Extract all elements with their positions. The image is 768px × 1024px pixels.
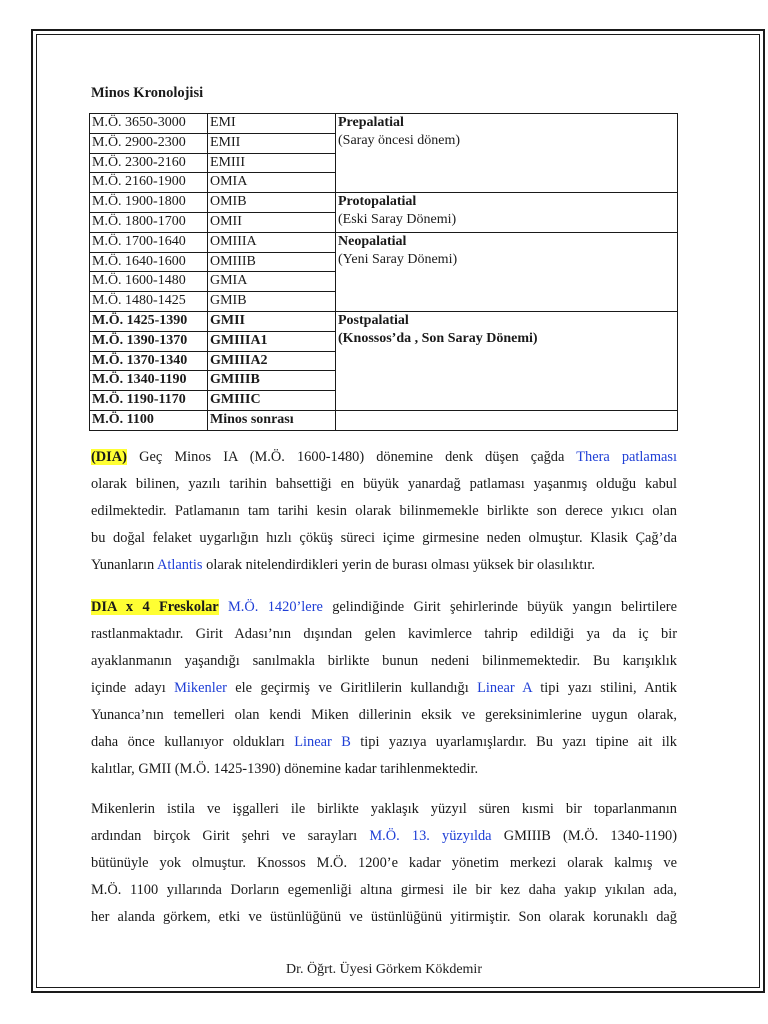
date-link[interactable]: M.Ö. 1420’lere (228, 599, 323, 615)
period-cell-postpalatial (336, 311, 678, 410)
code-cell: OMIB (208, 193, 336, 213)
code-cell: Minos sonrası (208, 410, 336, 430)
period-name: Neopalatial (338, 233, 407, 249)
code-cell: OMII (208, 212, 336, 232)
period-cell-prepalatial (336, 114, 678, 193)
text-line (91, 675, 677, 702)
date-cell: M.Ö. 1425-1390 (90, 311, 208, 331)
code-cell: GMIIIB (208, 371, 336, 391)
code-cell: OMIIIB (208, 252, 336, 272)
text-line: rastlanmaktadır. Girit Adası’nın dışından gelen kavimlerce tahrip edildiği ya da iç bir (91, 626, 677, 642)
table-row (90, 410, 678, 430)
text-run: GMIIIB (M.Ö. 1340-1190) (491, 828, 678, 844)
period-desc: (Saray öncesi dönem) (338, 133, 461, 148)
text-line: edilmektedir. Patlamanın tam tarihi kesin olarak bilinmemekle birlikte son derece yıkıcı olan (91, 503, 677, 519)
page-footer-author: Dr. Öğrt. Üyesi Görkem Kökdemir (286, 962, 482, 977)
period-name: Postpalatial (338, 312, 409, 328)
atlantis-link[interactable]: Atlantis (156, 557, 203, 573)
text-run: Geç Minos IA (M.Ö. 1600-1480) dönemine denk düşen çağda (126, 449, 577, 465)
date-cell: M.Ö. 2160-1900 (90, 173, 208, 193)
code-cell: OMIIIA (208, 232, 336, 252)
page-title: Minos Kronolojisi (91, 85, 204, 101)
date-cell: M.Ö. 1800-1700 (90, 212, 208, 232)
linear-a-link[interactable]: Linear A (477, 680, 532, 696)
text-line (91, 444, 677, 471)
text-run: gelindiğinde Girit şehirlerinde büyük yangın belirtilere (322, 599, 677, 615)
table-row (90, 114, 678, 134)
date-cell: M.Ö. 1190-1170 (90, 391, 208, 411)
text-line: Mikenlerin istila ve işgalleri ile birlikte yaklaşık yüzyıl süren kısmi bir toparlanmanın (91, 801, 677, 817)
period-desc: (Knossos’da , Son Saray Dönemi) (338, 330, 538, 346)
empty-period-cell (336, 410, 678, 430)
date-cell: M.Ö. 1370-1340 (90, 351, 208, 371)
mikenler-link[interactable]: Mikenler (174, 680, 227, 696)
code-cell: EMII (208, 133, 336, 153)
text-run: ele geçirmiş ve Giritlilerin kullandığı (226, 680, 478, 696)
text-line: Yunanca’nın temelleri olan kendi Miken dillerinin eksik ve gereksinimlerine uygun olarak, (91, 707, 677, 723)
text-run: tipi yazı stilini, Antik (531, 680, 678, 696)
paragraph-frescoes (91, 594, 677, 783)
date-cell: M.Ö. 1900-1800 (90, 193, 208, 213)
period-name: Prepalatial (338, 115, 404, 130)
code-cell: GMIA (208, 272, 336, 292)
date-cell: M.Ö. 1600-1480 (90, 272, 208, 292)
table-row (90, 193, 678, 213)
text-line: bütünüyle yok olmuştur. Knossos M.Ö. 1200’e kadar yönetim merkezi olarak kalmış ve (91, 855, 677, 871)
date-cell: M.Ö. 1390-1370 (90, 331, 208, 351)
date-cell: M.Ö. 1340-1190 (90, 371, 208, 391)
period-cell-protopalatial (336, 193, 678, 233)
code-cell: GMIIIC (208, 391, 336, 411)
code-cell: EMI (208, 114, 336, 134)
code-cell: GMIB (208, 292, 336, 312)
date-cell: M.Ö. 3650-3000 (90, 114, 208, 134)
code-cell: EMIII (208, 153, 336, 173)
frescoes-highlight: DIA x 4 Freskolar (91, 599, 219, 615)
date-cell: M.Ö. 1640-1600 (90, 252, 208, 272)
date-cell: M.Ö. 2300-2160 (90, 153, 208, 173)
text-run: daha önce kullanıyor oldukları (91, 734, 295, 750)
text-line: her alanda görkem, etki ve üstünlüğünü ve üstünlüğünü yitirmiştir. Son olarak korunaklı dağ (91, 909, 677, 925)
text-line (91, 594, 677, 621)
text-run: olarak nitelendirdikleri yerin de burası olması yüksek bir olasılıktır. (202, 557, 595, 573)
text-line (91, 823, 677, 850)
period-name: Protopalatial (338, 194, 417, 210)
dia-highlight: (DIA) (91, 449, 127, 465)
text-run: içinde adayı (91, 680, 175, 696)
paragraph-mycenaeans (91, 796, 677, 931)
text-run: tipi yazıya uyarlamışlardır. Bu yazı tipine ait ilk (350, 734, 677, 750)
period-desc: (Eski Saray Dönemi) (338, 212, 457, 228)
date-cell: M.Ö. 2900-2300 (90, 133, 208, 153)
period-cell-neopalatial (336, 232, 678, 311)
text-line (91, 552, 677, 579)
date-cell: M.Ö. 1100 (90, 410, 208, 430)
text-run: Yunanların (91, 557, 157, 573)
code-cell: GMII (208, 311, 336, 331)
thera-link[interactable]: Thera patlaması (576, 449, 677, 465)
text-line: ayaklanmanın yaşandığı sanılmakla birlikte bunun nedeni bilinmemektedir. Bu karışıklık (91, 653, 677, 669)
text-line: kalıtlar, GMII (M.Ö. 1425-1390) dönemine kadar tarihlenmektedir. (91, 761, 479, 777)
century-link[interactable]: M.Ö. 13. yüzyılda (369, 828, 492, 844)
paragraph-dia (91, 444, 677, 579)
linear-b-link[interactable]: Linear B (294, 734, 351, 750)
date-cell: M.Ö. 1700-1640 (90, 232, 208, 252)
code-cell: OMIA (208, 173, 336, 193)
code-cell: GMIIIA1 (208, 331, 336, 351)
text-line: olarak bilinen, yazılı tarihin bahsettiği en büyük yanardağ patlaması yaşanmış olduğu kabul (91, 476, 677, 492)
text-run: ardından birçok Girit şehri ve sarayları (91, 828, 370, 844)
period-desc: (Yeni Saray Dönemi) (338, 251, 458, 267)
date-cell: M.Ö. 1480-1425 (90, 292, 208, 312)
table-row (90, 311, 678, 331)
table-row (90, 232, 678, 252)
text-line: M.Ö. 1100 yıllarında Dorların egemenliği altına girmesi ile bir kez daha yakıp yıkılan ada, (91, 882, 677, 898)
text-line: bu doğal felaket uygarlığın hızlı çöküş süreci içime girmesine neden olmuştur. Klasik Çağ’da (91, 530, 677, 546)
text-line (91, 729, 677, 756)
chronology-table (89, 113, 678, 431)
code-cell: GMIIIA2 (208, 351, 336, 371)
